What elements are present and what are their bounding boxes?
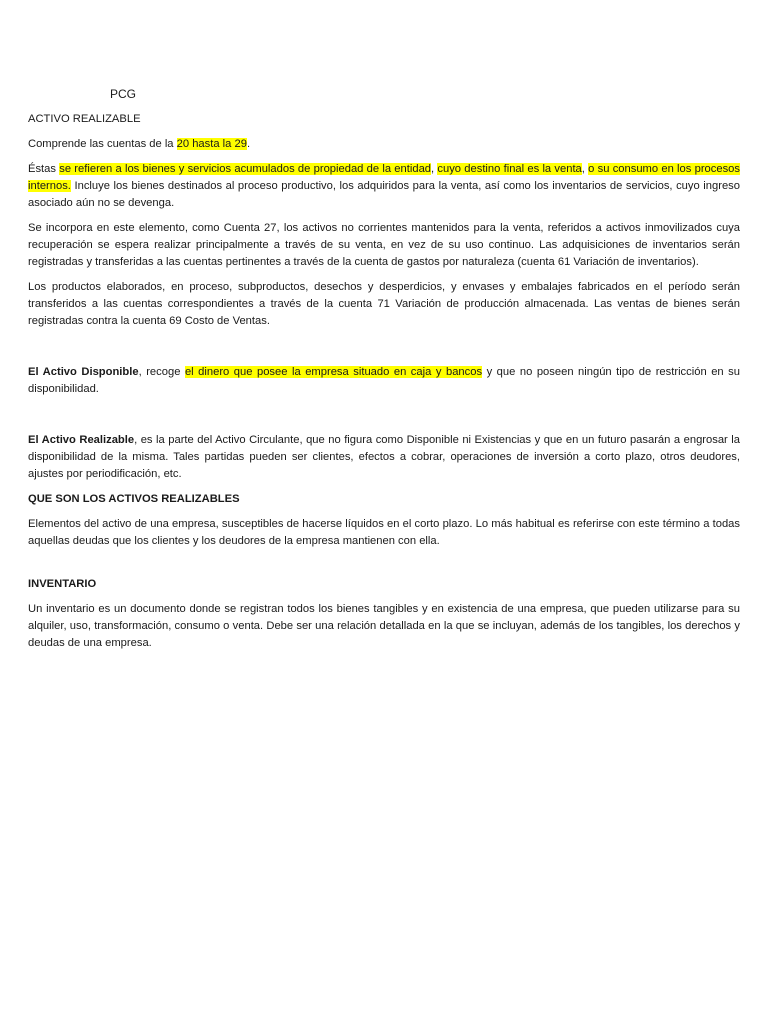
bold-heading: INVENTARIO [28, 578, 97, 590]
text-run: Incluye los bienes destinados al proceso productivo, los adquiridos para la venta, así como los inventarios de servicios, cuyo ingreso asociado aún no se devenga. [28, 180, 740, 209]
text-run: . [246, 138, 251, 150]
document-page [28, 86, 740, 660]
heading-inventario [28, 576, 740, 593]
highlighted-text: o su consumo en los procesos internos. [28, 163, 740, 192]
paragraph-estas-definition [28, 161, 740, 212]
heading-activo-realizable: ACTIVO REALIZABLE [28, 113, 141, 125]
paragraph-cuentas-range [28, 136, 740, 153]
bold-term: El Activo Disponible [28, 366, 139, 378]
text-run: , [431, 163, 438, 175]
heading-que-son-activos-realizables [28, 491, 740, 508]
text-run: , recoge [138, 366, 185, 378]
document-title: PCG [110, 87, 137, 101]
highlighted-text: el dinero que posee la empresa situado en caja y bancos [184, 366, 483, 378]
paragraph-activo-disponible [28, 364, 740, 398]
bold-term: El Activo Realizable [28, 434, 135, 446]
text-run: y que no poseen ningún tipo de restricción en su disponibilidad. [28, 366, 740, 395]
paragraph-cuenta-27: Se incorpora en este elemento, como Cuenta 27, los activos no corrientes mantenidos para la venta, referidos a activos inmovilizados cuya recuperación se espera realizar principalmente a través de su venta, en vez de su uso continuo. Las adquisiciones de inventarios serán registradas y transferidas a las cuentas pertinentes a través de la cuenta de gastos por naturaleza (cuenta 61 Variación de inventarios). [28, 222, 740, 268]
text-run: Comprende las cuentas de la [28, 138, 177, 150]
paragraph-inventario-definition: Un inventario es un documento donde se registran todos los bienes tangibles y en existencia de una empresa, que pueden utilizarse para su alquiler, uso, transformación, consumo o venta. Debe ser una relación detallada en la que se incluyan, además de los tangibles, los derechos y deudas de una empresa. [28, 603, 740, 649]
paragraph-activo-realizable [28, 432, 740, 483]
paragraph-elementos-activo: Elementos del activo de una empresa, susceptibles de hacerse líquidos en el corto plazo. Lo más habitual es referirse con este término a todas aquellas deudas que los clientes y los deudores de la empresa mantienen con ella. [28, 518, 740, 547]
highlighted-text: se refieren a los bienes y servicios acumulados de propiedad de la entidad [59, 163, 432, 175]
text-run: , [581, 163, 589, 175]
text-run: , es la parte del Activo Circulante, que no figura como Disponible ni Existencias y que en un futuro pasarán a engrosar la disponibilidad de la misma. Tales partidas pueden ser clientes, efectos a cobrar, operaciones de inversión a corto plazo, otros deudores, ajustes por periodificación, etc. [28, 434, 741, 480]
bold-heading: QUE SON LOS ACTIVOS REALIZABLES [28, 493, 240, 505]
paragraph-productos-elaborados: Los productos elaborados, en proceso, subproductos, desechos y desperdicios, y envases y embalajes fabricados en el período serán transferidos a las cuentas correspondientes a través de la cuenta 71 Variación de producción almacenada. Las ventas de bienes serán registradas contra la cuenta 69 Costo de Ventas. [28, 281, 740, 327]
highlighted-text: cuyo destino final es la venta [437, 163, 582, 175]
highlighted-text: 20 hasta la 29 [176, 138, 247, 150]
text-run: Éstas [28, 163, 60, 175]
